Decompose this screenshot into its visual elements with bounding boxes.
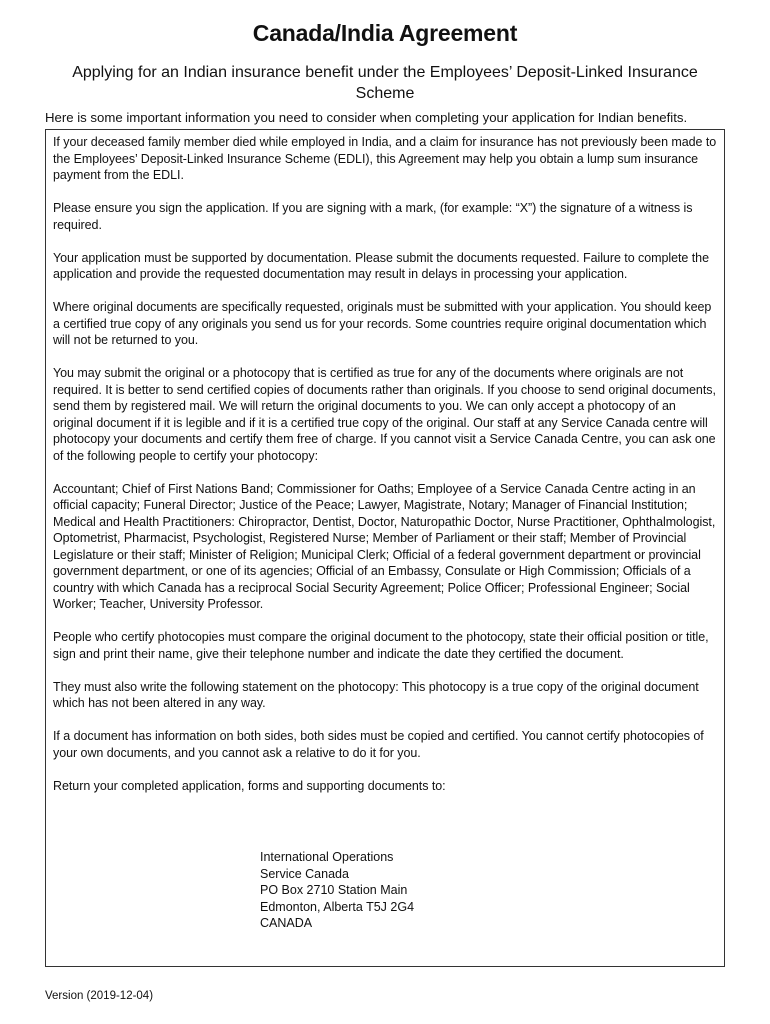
page-subtitle: Applying for an Indian insurance benefit under the Employees’ Deposit-Linked Insurance Scheme — [72, 64, 698, 102]
page-title: Canada/India Agreement — [252, 20, 518, 46]
address-line: CANADA — [260, 916, 313, 930]
paragraph-return: Return your completed application, forms and supporting documents to: — [53, 778, 446, 793]
address-line: Service Canada — [260, 866, 349, 881]
paragraph-documentation: Your application must be supported by documentation. Please submit the documents requested. Failure to complete the application and provide the requested documentation may result in delays in processing your application. — [53, 250, 709, 281]
paragraph-certifier-duties: People who certify photocopies must compare the original document to the photocopy, state their official position or title, sign and print their name, give their telephone number and indicate the date they certified the document. — [53, 630, 709, 661]
paragraph-statement: They must also write the following statement on the photocopy: This photocopy is a true copy of the original document which has not been altered in any way. — [53, 679, 699, 710]
intro-text: Here is some important information you need to consider when completing your application for Indian benefits. — [45, 110, 688, 125]
address-line: PO Box 2710 Station Main — [260, 883, 408, 897]
paragraph-certifiers-list: Accountant; Chief of First Nations Band; Commissioner for Oaths; Employee of a Service Canada Centre acting in an official capacity; Funeral Director; Justice of the Peace; Lawyer, Magistrate, Notary; Manager of Financial Institution; Medical and Health Practitioners: Chiropractor, Dentist, Doctor, Naturopathic Doctor, Nurse Practitioner, Ophthalmologist, Optometrist, Pharmacist, Psychologist, Registered Nurse; Member of Parliament or their staff; Member of Provincial Legislature or their staff; Minister of Religion; Municipal Clerk; Official of a federal government department or provincial government department, or one of its agencies; Official of an Embassy, Consulate or High Commission; Officials of a country with which Canada has a reciprocal Social Security Agreement; Police Officer; Professional Engineer; Social Worker; Teacher, University Professor. — [53, 481, 716, 611]
version-label: Version (2019-12-04) — [45, 990, 154, 1002]
paragraph-edli: If your deceased family member died while employed in India, and a claim for insurance has not previously been made to the Employees’ Deposit-Linked Insurance Scheme (EDLI), this Agreement may help you obtain a lump sum insurance payment from the EDLI. — [53, 135, 717, 182]
address-line: Edmonton, Alberta T5J 2G4 — [260, 899, 415, 914]
paragraph-originals: Where original documents are specifically requested, originals must be submitted with your application. You should keep a certified true copy of any originals you send us for your records. Some countries require original documentation which will not be returned to you. — [53, 300, 712, 347]
info-content — [53, 134, 717, 811]
address-line: International Operations — [260, 850, 394, 864]
paragraph-signature: Please ensure you sign the application. If you are signing with a mark, (for example: “X”) the signature of a witness is required. — [53, 201, 693, 232]
paragraph-photocopies: You may submit the original or a photocopy that is certified as true for any of the documents where originals are not required. It is better to send certified copies of documents rather than originals. If you choose to send original documents, send them by registered mail. We will return the original documents to you. We can only accept a photocopy of an original document if it is legible and if it is a certified true copy of the original. Our staff at any Service Canada centre will photocopy your documents and certify them free of charge. If you cannot visit a Service Canada Centre, you can ask one of the following people to certify your photocopy: — [53, 366, 716, 463]
mailing-address — [260, 849, 414, 932]
paragraph-both-sides: If a document has information on both sides, both sides must be copied and certified. You cannot certify photocopies of your own documents, and you cannot ask a relative to do it for you. — [53, 729, 704, 760]
